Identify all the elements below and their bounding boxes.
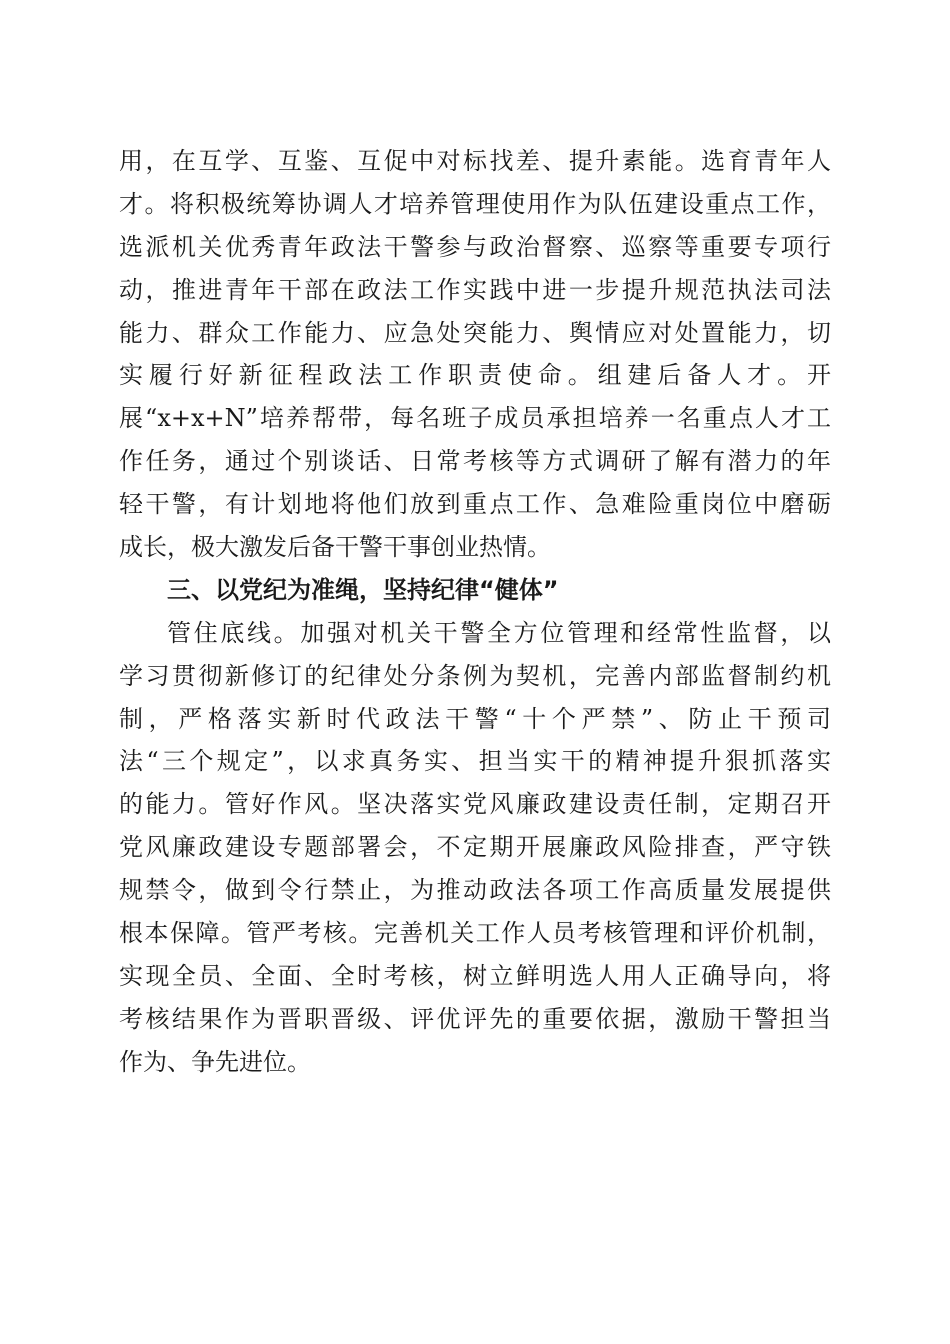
- text-line: 选派机关优秀青年政法干警参与政治督察、巡察等重要专项行: [119, 232, 831, 261]
- text-line: 制，严格落实新时代政法干警“十个严禁”、防止干预司: [119, 704, 831, 733]
- text-line: 用，在互学、互鉴、互促中对标找差、提升素能。选育青年人: [119, 147, 831, 175]
- section-heading: 三、以党纪为准绳，坚持纪律“健体”: [167, 575, 559, 604]
- text-line: 作为、争先进位。: [119, 1047, 311, 1076]
- text-line: 考核结果作为晋职晋级、评优评先的重要依据，激励干警担当: [119, 1004, 831, 1033]
- text-line: 实履行好新征程政法工作职责使命。组建后备人才。开: [119, 361, 831, 390]
- document-body: [119, 140, 831, 1084]
- text-line: 管住底线。加强对机关干警全方位管理和经常性监督，以: [167, 618, 831, 647]
- text-line: 轻干警，有计划地将他们放到重点工作、急难险重岗位中磨砺: [119, 490, 831, 519]
- paragraph-discipline: [119, 612, 831, 1084]
- text-line: 成长，极大激发后备干警干事创业热情。: [119, 533, 551, 562]
- text-line: 才。将积极统筹协调人才培养管理使用作为队伍建设重点工作，: [119, 189, 831, 218]
- paragraph-talent: [119, 140, 831, 569]
- text-line: 能力、群众工作能力、应急处突能力、舆情应对处置能力，切: [119, 318, 831, 347]
- text-line: 学习贯彻新修订的纪律处分条例为契机，完善内部监督制约机: [119, 661, 831, 690]
- text-line: 根本保障。管严考核。完善机关工作人员考核管理和评价机制，: [119, 919, 831, 948]
- text-line: 党风廉政建设专题部署会，不定期开展廉政风险排查，严守铁: [119, 833, 831, 862]
- text-line: 实现全员、全面、全时考核，树立鲜明选人用人正确导向，将: [119, 961, 831, 990]
- text-line: 展“x+x+N”培养帮带，每名班子成员承担培养一名重点人才工: [119, 404, 831, 433]
- text-line: 的能力。管好作风。坚决落实党风廉政建设责任制，定期召开: [119, 790, 831, 819]
- text-line: 作任务，通过个别谈话、日常考核等方式调研了解有潜力的年: [119, 447, 831, 476]
- text-line: 规禁令，做到令行禁止，为推动政法各项工作高质量发展提供: [119, 876, 831, 905]
- text-line: 动，推进青年干部在政法工作实践中进一步提升规范执法司法: [119, 275, 831, 304]
- text-line: 法“三个规定”，以求真务实、担当实干的精神提升狠抓落实: [119, 747, 831, 776]
